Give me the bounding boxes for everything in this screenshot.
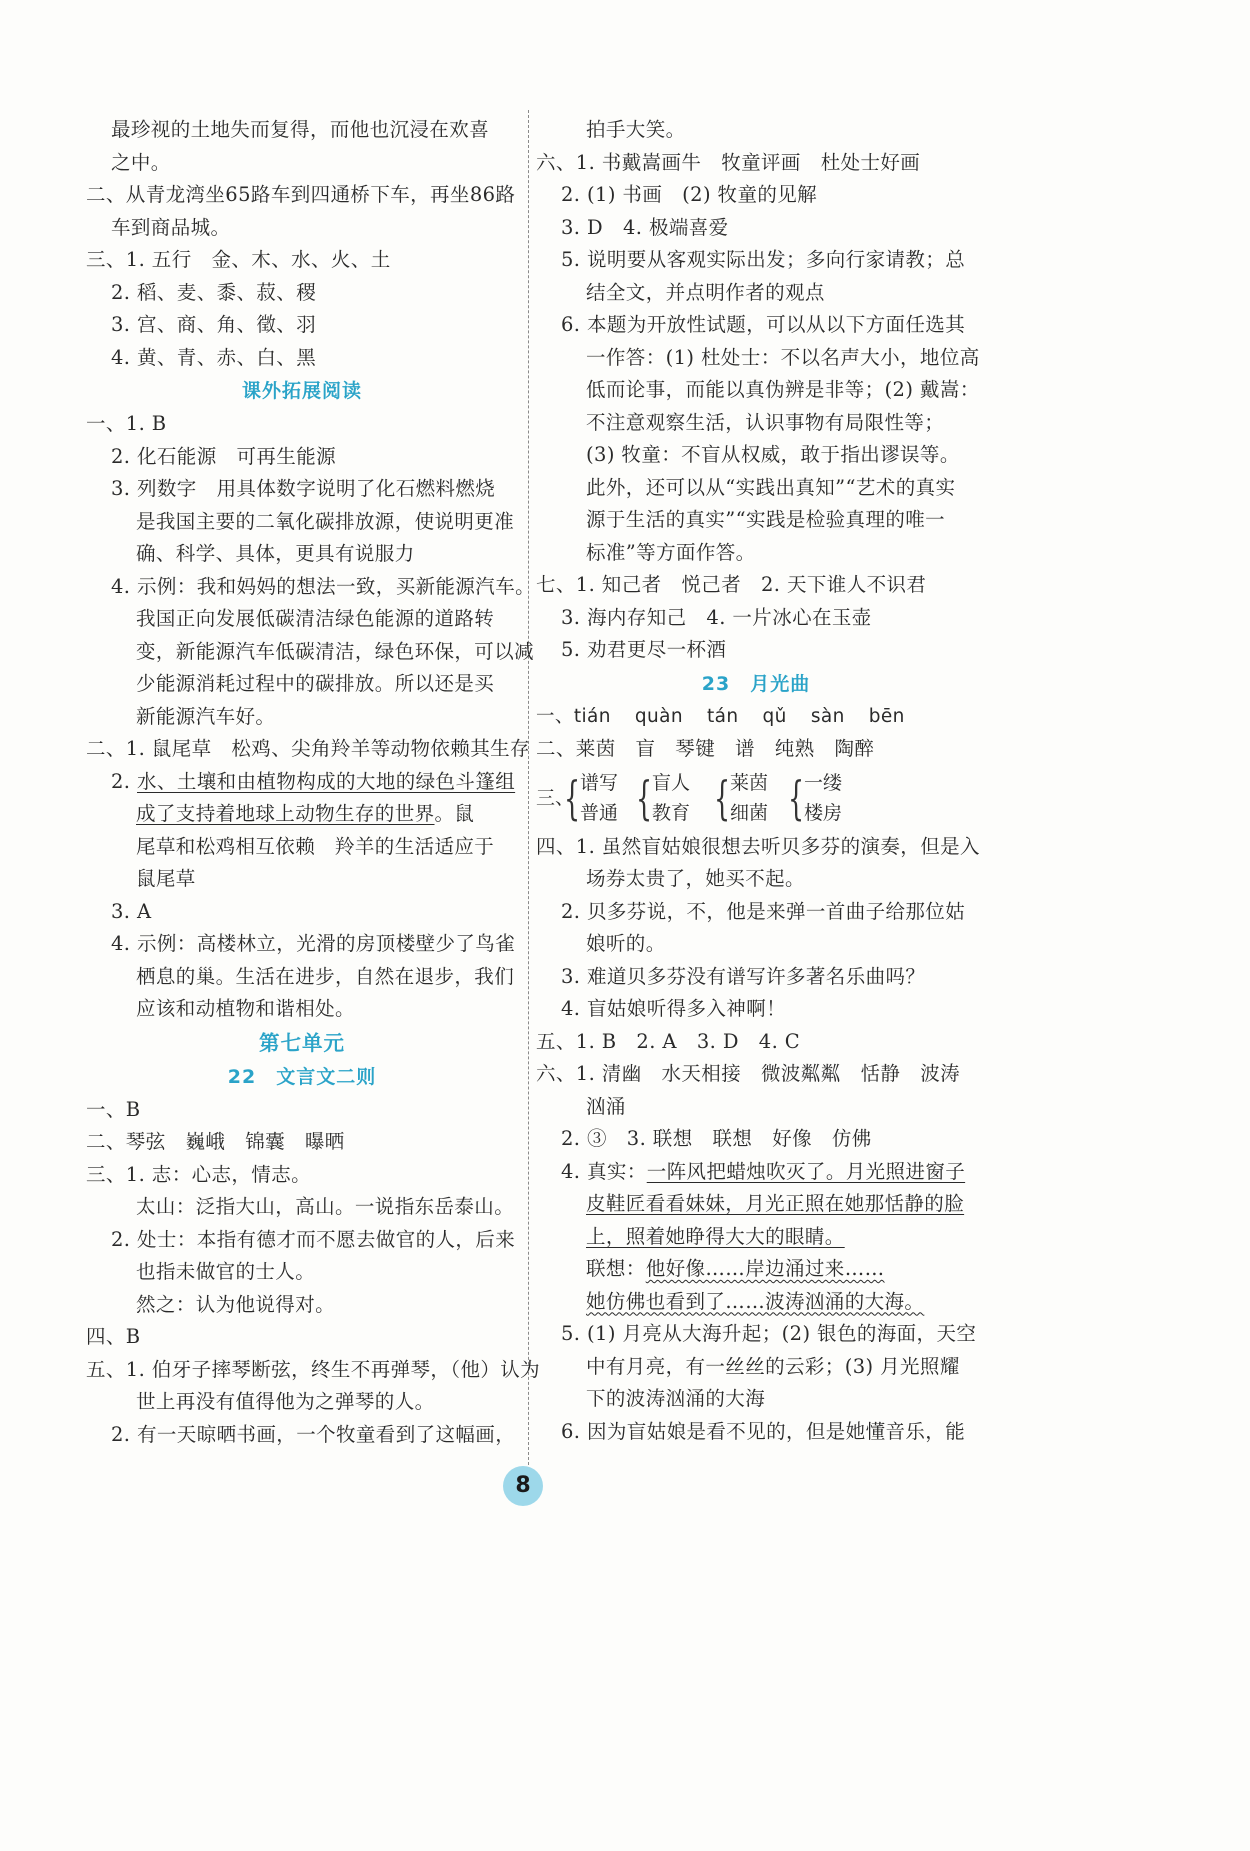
answer-line: 4. 盲姑娘听得多入神啊！ bbox=[561, 997, 787, 1020]
answer-line: 3. 难道贝多芬没有谱写许多著名乐曲吗？ bbox=[561, 964, 926, 988]
section-heading: 第七单元 bbox=[259, 1030, 345, 1055]
answer-line: 3. A bbox=[111, 899, 152, 923]
answer-line: 2. 有一天晾晒书画，一个牧童看到了这幅画， bbox=[111, 1422, 516, 1446]
answer-line: 4. 示例：高楼林立，光滑的房顶楼壁少了鸟雀 bbox=[111, 932, 516, 955]
brace-icon: { bbox=[714, 770, 731, 825]
answer-line: 6. 因为盲姑娘是看不见的，但是她懂音乐，能 bbox=[561, 1419, 966, 1443]
answer-line: 低而论事，而能以真伪辨是非等；(2) 戴嵩： bbox=[586, 378, 980, 401]
answer-line: 变，新能源汽车低碳清洁，绿色环保，可以减 bbox=[136, 639, 535, 663]
underlined-text: 皮鞋匠看看妹妹，月光正照在她那恬静的脸 bbox=[586, 1192, 965, 1215]
answer-line: 也指未做官的士人。 bbox=[136, 1260, 316, 1283]
answer-line: 源于生活的真实”“实践是检验真理的唯一 bbox=[586, 508, 946, 531]
answer-line bbox=[536, 1221, 976, 1254]
answer-line: 3. 海内存知己 4. 一片冰心在玉壶 bbox=[561, 605, 872, 629]
left-column bbox=[86, 114, 541, 1451]
answer-line: 我国正向发展低碳清洁绿色能源的道路转 bbox=[136, 607, 495, 630]
brace-word: 一缕 bbox=[804, 771, 843, 794]
answer-line: 一作答：(1) 杜处士：不以名声大小，地位高 bbox=[586, 345, 980, 369]
line-text: 联想： bbox=[586, 1257, 646, 1280]
answer-line: 2. 贝多芬说，不，他是来弹一首曲子给那位姑 bbox=[561, 899, 966, 923]
section-heading: 课外拓展阅读 bbox=[241, 380, 362, 402]
answer-line bbox=[536, 1286, 976, 1319]
answer-line: 2. (1) 书画 (2) 牧童的见解 bbox=[561, 183, 818, 206]
answer-line: 场券太贵了，她买不起。 bbox=[586, 867, 805, 890]
answer-line: 结全文，并点明作者的观点 bbox=[586, 280, 825, 304]
answer-line: 3. 宫、商、角、徵、羽 bbox=[111, 313, 317, 336]
answer-line: 6. 本题为开放性试题，可以从以下方面任选其 bbox=[561, 313, 966, 336]
section-heading: 22 文言文二则 bbox=[227, 1065, 377, 1088]
brace-word: 教育 bbox=[652, 801, 691, 824]
answer-line: 是我国主要的二氧化碳排放源，使说明更准 bbox=[136, 509, 515, 533]
underlined-text: 水、土壤和由植物构成的大地的绿色斗篷组 bbox=[137, 769, 516, 793]
answer-line: 标准”等方面作答。 bbox=[586, 540, 756, 564]
brace-answer-row bbox=[536, 766, 976, 831]
answer-line: 2. 处士：本指有德才而不愿去做官的人，后来 bbox=[111, 1227, 516, 1251]
answer-line bbox=[536, 1156, 976, 1189]
brace-word: 普通 bbox=[580, 801, 619, 824]
line-text: 。鼠 bbox=[434, 802, 475, 825]
answer-line: 4. 示例：我和妈妈的想法一致，买新能源汽车。 bbox=[111, 574, 536, 598]
answer-line: 车到商品城。 bbox=[111, 215, 231, 239]
answer-line: 太山：泛指大山，高山。一说指东岳泰山。 bbox=[136, 1195, 515, 1218]
underlined-text: 上，照着她睁得大大的眼睛。 bbox=[586, 1224, 845, 1248]
answer-line: 七、1. 知己者 悦己者 2. 天下谁人不识君 bbox=[536, 573, 927, 596]
answer-line: 尾草和松鸡相互依赖 羚羊的生活适应于 bbox=[136, 834, 495, 858]
underlined-text: 一阵风把蜡烛吹灭了。月光照进窗子 bbox=[646, 1159, 966, 1183]
answer-line: 2. 化石能源 可再生能源 bbox=[111, 444, 337, 468]
answer-line: 四、1. 虽然盲姑娘很想去听贝多芬的演奏，但是入 bbox=[536, 834, 980, 858]
answer-line bbox=[536, 1188, 976, 1221]
answer-line: 2. 稻、麦、黍、菽、稷 bbox=[111, 280, 317, 304]
answer-line: 二、1. 鼠尾草 松鸡、尖角羚羊等动物依赖其生存 bbox=[86, 737, 530, 760]
answer-line bbox=[86, 798, 518, 831]
brace-icon: { bbox=[788, 770, 805, 825]
section-heading: 23 月光曲 bbox=[701, 672, 811, 695]
answer-line: 3. 列数字 用具体数字说明了化石燃料燃烧 bbox=[111, 477, 496, 500]
answer-line: 鼠尾草 bbox=[136, 867, 196, 890]
answer-line: 二、莱茵 盲 琴键 谱 纯熟 陶醉 bbox=[536, 737, 875, 760]
answer-line: 2. ③ 3. 联想 联想 好像 仿佛 bbox=[561, 1127, 872, 1150]
answer-line: 5. 劝君更尽一杯酒 bbox=[561, 638, 727, 661]
brace-word: 楼房 bbox=[804, 801, 843, 824]
pinyin-item: bēn bbox=[868, 705, 905, 727]
pinyin-item: tán bbox=[707, 705, 739, 727]
answer-line bbox=[86, 766, 518, 799]
answer-line: 二、琴弦 巍峨 锦囊 曝晒 bbox=[86, 1130, 345, 1153]
line-text: 4. 真实： bbox=[561, 1159, 647, 1183]
answer-line: 五、1. B 2. A 3. D 4. C bbox=[536, 1029, 801, 1053]
pinyin-item: quàn bbox=[634, 705, 684, 727]
answer-line: 3. D 4. 极端喜爱 bbox=[561, 215, 729, 239]
answer-line: 应该和动植物和谐相处。 bbox=[136, 997, 355, 1020]
answer-line: 不注意观察生活，认识事物有局限性等； bbox=[586, 410, 945, 434]
brace-row-label: 三、 bbox=[536, 786, 575, 809]
answer-line: 此外，还可以从“实践出真知”“艺术的真实 bbox=[586, 475, 956, 499]
answer-line: 三、1. 志：心志，情志。 bbox=[86, 1162, 312, 1186]
answer-line: 少能源消耗过程中的碳排放。所以还是买 bbox=[136, 672, 495, 695]
answer-line bbox=[536, 1253, 976, 1286]
answer-line: 世上再没有值得他为之弹琴的人。 bbox=[136, 1390, 435, 1413]
answer-line: 汹涌 bbox=[586, 1094, 626, 1118]
answer-line: 5. (1) 月亮从大海升起；(2) 银色的海面，天空 bbox=[561, 1322, 977, 1345]
answer-line: 四、B bbox=[86, 1325, 141, 1348]
answer-line: 然之：认为他说得对。 bbox=[136, 1292, 336, 1316]
right-column bbox=[536, 114, 980, 1448]
pinyin-item: tián bbox=[573, 705, 611, 727]
underlined-text: 成了支持着地球上动物生存的世界 bbox=[136, 802, 435, 825]
brace-icon: { bbox=[564, 770, 581, 825]
answer-line: 一、1. B bbox=[86, 412, 167, 435]
brace-word: 谱写 bbox=[580, 771, 619, 794]
answer-line: 五、1. 伯牙子摔琴断弦，终生不再弹琴，（他）认为 bbox=[86, 1357, 541, 1381]
answer-line: 一、B bbox=[86, 1097, 141, 1121]
answer-line: 二、从青龙湾坐65路车到四通桥下车，再坐86路 bbox=[86, 183, 516, 206]
answer-line: 4. 黄、青、赤、白、黑 bbox=[111, 345, 317, 369]
answer-line: 新能源汽车好。 bbox=[136, 704, 276, 728]
column-divider bbox=[528, 110, 529, 1465]
answer-line: 之中。 bbox=[111, 150, 171, 174]
answer-line: 5. 说明要从客观实际出发；多向行家请教；总 bbox=[561, 248, 966, 271]
underlined-text: 他好像……岸边涌过来…… bbox=[645, 1257, 885, 1280]
answer-line: 确、科学、具体，更具有说服力 bbox=[136, 542, 415, 565]
answer-line: 栖息的巢。生活在进步，自然在退步，我们 bbox=[136, 964, 515, 988]
answer-line: 六、1. 书戴嵩画牛 牧童评画 杜处士好画 bbox=[536, 150, 921, 174]
answer-line: 六、1. 清幽 水天相接 微波粼粼 恬静 波涛 bbox=[536, 1062, 961, 1085]
line-text: 2. bbox=[111, 769, 138, 793]
brace-icon: { bbox=[636, 770, 653, 825]
brace-word: 盲人 bbox=[652, 771, 691, 794]
underlined-text: 她仿佛也看到了……波涛汹涌的大海。 bbox=[586, 1289, 925, 1313]
answer-line: 中有月亮，有一丝丝的云彩；(3) 月光照耀 bbox=[586, 1354, 960, 1378]
answer-line: 下的波涛汹涌的大海 bbox=[586, 1387, 766, 1410]
page-number: 8 bbox=[503, 1466, 543, 1506]
brace-word: 细菌 bbox=[730, 801, 769, 824]
pinyin-item: sàn bbox=[810, 705, 845, 727]
answer-line: 最珍视的土地失而复得，而他也沉浸在欢喜 bbox=[111, 118, 490, 141]
pinyin-answer-row bbox=[536, 701, 976, 734]
answer-line: 拍手大笑。 bbox=[586, 118, 686, 141]
pinyin-prefix: 一、 bbox=[536, 705, 574, 727]
pinyin-item: qǔ bbox=[762, 705, 787, 727]
brace-word: 莱茵 bbox=[730, 771, 769, 794]
answer-line: 三、1. 五行 金、木、水、火、土 bbox=[86, 248, 391, 271]
answer-line: (3) 牧童：不盲从权威，敢于指出谬误等。 bbox=[586, 443, 960, 466]
answer-line: 娘听的。 bbox=[586, 932, 666, 955]
